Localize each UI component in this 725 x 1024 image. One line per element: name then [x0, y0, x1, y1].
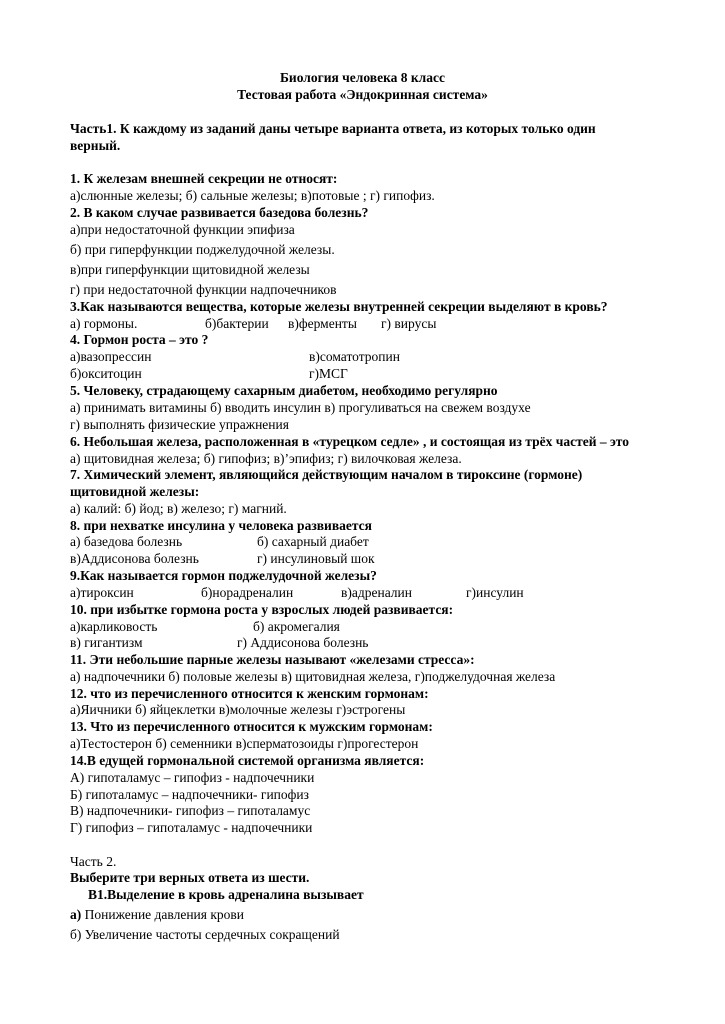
- q2-answer-b: б) при гиперфункции поджелудочной железы.: [70, 242, 335, 257]
- q11-question: 11. Эти небольшие парные железы называют «железами стресса»:: [70, 652, 475, 667]
- q10-question: 10. при избытке гормона роста у взрослых людей развивается:: [70, 602, 454, 617]
- q5-answers-line-2: г) выполнять физические упражнения: [70, 417, 289, 432]
- q9-answer-d: г)инсулин: [466, 585, 524, 600]
- q3-answer-c: в)ферменты: [288, 316, 357, 331]
- q4-question: 4. Гормон роста – это ?: [70, 332, 209, 347]
- q4-answer-c: в)соматотропин: [309, 349, 400, 364]
- q7-question-line-2: щитовидной железы:: [70, 484, 200, 499]
- q14-answer-b: Б) гипоталамус – надпочечники- гипофиз: [70, 787, 309, 802]
- q13-question: 13. Что из перечисленного относится к мужским гормонам:: [70, 719, 433, 734]
- q2-answer-c: в)при гиперфункции щитовидной железы: [70, 262, 310, 277]
- q7-answers: а) калий: б) йод; в) железо; г) магний.: [70, 501, 287, 516]
- q13-answers: а)Тестостерон б) семенники в)сперматозоиды г)прогестерон: [70, 736, 419, 751]
- q6-question: 6. Небольшая железа, расположенная в «турецком седле» , и состоящая из трёх частей – это: [70, 434, 630, 449]
- q14-answer-c: В) надпочечники- гипофиз – гипоталамус: [70, 803, 311, 818]
- q10-answer-c: в) гигантизм: [70, 635, 143, 650]
- part2-instruction: Выберите три верных ответа из шести.: [70, 870, 310, 885]
- q4-answer-d: г)МСГ: [309, 366, 348, 381]
- b1-answer-a-text: Понижение давления крови: [81, 907, 245, 922]
- q3-answers-row: [0, 316, 725, 332]
- q4-answers-row-1: [0, 349, 725, 365]
- q4-answer-b: б)окситоцин: [70, 366, 142, 381]
- q3-answer-a: а) гормоны.: [70, 316, 138, 331]
- q8-answer-c: в)Аддисонова болезнь: [70, 551, 199, 566]
- q5-question: 5. Человеку, страдающему сахарным диабетом, необходимо регулярно: [70, 383, 498, 398]
- q12-answers: а)Яичники б) яйцеклетки в)молочные железы г)эстрогены: [70, 702, 406, 717]
- q10-answers-row-2: [0, 635, 725, 651]
- q6-answers: а) щитовидная железа; б) гипофиз; в)’эпифиз; г) вилочковая железа.: [70, 451, 462, 466]
- b1-answer-a-label: а): [70, 907, 82, 922]
- q9-answer-b: б)норадреналин: [201, 585, 294, 600]
- q9-answer-a: а)тироксин: [70, 585, 134, 600]
- q12-question: 12. что из перечисленного относится к женским гормонам:: [70, 686, 429, 701]
- part1-heading-line-2: верный.: [70, 138, 121, 153]
- title-line-2: Тестовая работа «Эндокринная система»: [237, 87, 488, 102]
- q3-answer-b: б)бактерии: [205, 316, 269, 331]
- q4-answers-row-2: [0, 366, 725, 382]
- q8-answer-b: б) сахарный диабет: [257, 534, 369, 549]
- q3-question: 3.Как называются вещества, которые железы внутренней секреции выделяют в кровь?: [70, 299, 608, 314]
- q4-answer-a: а)вазопрессин: [70, 349, 152, 364]
- q8-answers-row-1: [0, 534, 725, 550]
- q2-answer-d: г) при недостаточной функции надпочечников: [70, 282, 337, 297]
- q10-answers-row-1: [0, 619, 725, 635]
- q2-answer-a: а)при недостаточной функции эпифиза: [70, 222, 295, 237]
- q14-answer-d: Г) гипофиз – гипоталамус - надпочечники: [70, 820, 313, 835]
- b1-answer-a: [70, 907, 244, 923]
- part2-heading: Часть 2.: [70, 854, 117, 869]
- q7-question-line-1: 7. Химический элемент, являющийся действующим началом в тироксине (гормоне): [70, 467, 583, 482]
- q9-answer-c: в)адреналин: [341, 585, 412, 600]
- q14-answer-a: А) гипоталамус – гипофиз - надпочечники: [70, 770, 315, 785]
- title-line-1: Биология человека 8 класс: [280, 70, 445, 85]
- q5-answers-line-1: а) принимать витамины б) вводить инсулин в) прогуливаться на свежем воздухе: [70, 400, 531, 415]
- q3-answer-d: г) вирусы: [381, 316, 437, 331]
- q10-answer-a: а)карликовость: [70, 619, 158, 634]
- q8-question: 8. при нехватке инсулина у человека развивается: [70, 518, 372, 533]
- q14-question: 14.В едущей гормональной системой организма является:: [70, 753, 425, 768]
- q8-answer-d: г) инсулиновый шок: [257, 551, 375, 566]
- q9-question: 9.Как называется гормон поджелудочной железы?: [70, 568, 377, 583]
- q10-answer-b: б) акромегалия: [253, 619, 340, 634]
- q11-answers: а) надпочечники б) половые железы в) щитовидная железа, г)поджелудочная железа: [70, 669, 556, 684]
- b1-question: В1.Выделение в кровь адреналина вызывает: [88, 887, 364, 902]
- q1-question: 1. К железам внешней секреции не относят:: [70, 171, 338, 186]
- part1-heading-line-1: Часть1. К каждому из заданий даны четыре варианта ответа, из которых только один: [70, 121, 596, 136]
- b1-answer-b: б) Увеличение частоты сердечных сокращений: [70, 927, 340, 942]
- q9-answers-row: [0, 585, 725, 601]
- q2-question: 2. В каком случае развивается базедова болезнь?: [70, 205, 369, 220]
- q8-answer-a: а) базедова болезнь: [70, 534, 183, 549]
- q8-answers-row-2: [0, 551, 725, 567]
- q10-answer-d: г) Аддисонова болезнь: [237, 635, 369, 650]
- q1-answers: а)слюнные железы; б) сальные железы; в)потовые ; г) гипофиз.: [70, 188, 435, 203]
